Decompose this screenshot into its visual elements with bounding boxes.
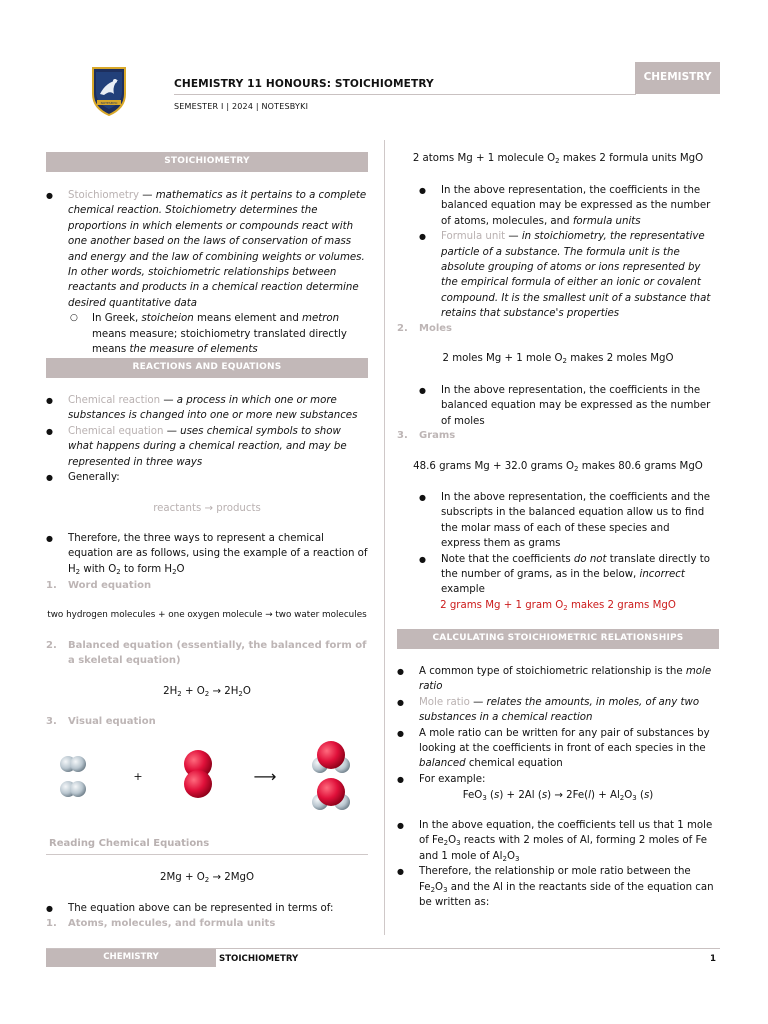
- header-rule: [174, 94, 636, 95]
- list-item: ● Chemical equation — uses chemical symbols to show what happens during a chemical reaction, and may be represented in three ways: [46, 424, 368, 470]
- document-title: CHEMISTRY 11 HONOURS: STOICHIOMETRY: [174, 78, 434, 90]
- sub-list-item: ○ In Greek, stoicheion means element and metron means measure; stoichiometry translated directly means the measure of elements: [70, 311, 368, 357]
- numbered-item-word-equation: 1. Word equation: [46, 580, 152, 591]
- list-item: ● Therefore, the relationship or mole ratio between the $Fe_2O_3$ and the Al in the reactants side of the equation can be written as:: [397, 864, 719, 910]
- atoms-notes: [419, 183, 711, 322]
- list-item: ● In the above equation, the coefficients tell us that 1 mole of $Fe_2O_3$ reacts with 2 moles of Al, forming 2 moles of Fe and 1 mole of $Al_2O_3$: [397, 818, 719, 864]
- iron-oxide-equation: FeO$_3$ (s) + 2Al $(s) \to 2Fe(l) + Al_2O_3$ (s): [462, 790, 654, 802]
- water-molecules: [312, 741, 350, 810]
- numbered-item-visual-equation: 3. Visual equation: [46, 716, 156, 727]
- list-item: ● The equation above can be represented in terms of:: [46, 901, 368, 916]
- list-item: ● Note that the coefficients do not translate directly to the number of grams, as in the below, incorrect example: [419, 552, 711, 598]
- list-item: ● In the above representation, the coefficients in the balanced equation may be expressed as the number of atoms, molecules, and formula units: [419, 183, 711, 229]
- footer-title: STOICHIOMETRY: [219, 954, 299, 964]
- logo-text: NOTESBYKI: [100, 101, 118, 105]
- list-item: ● A common type of stoichiometric relationship is the mole ratio: [397, 664, 719, 695]
- magnesium-equation: $2Mg + O_2 \to 2MgO$: [159, 872, 255, 884]
- list-item: ● Generally:: [46, 470, 368, 485]
- section-heading-calculating: CALCULATING STOICHIOMETRIC RELATIONSHIPS: [397, 629, 719, 649]
- list-item: ● Formula unit — in stoichiometry, the representative particle of a substance. The formula unit is the absolute grouping of atoms or ions represented by the empirical formula of either an ionic or covalent compound. It is the smallest unit of a substance that retains that substance's properties: [419, 229, 711, 321]
- subheading-reading-equations: Reading Chemical Equations: [49, 838, 210, 849]
- visual-equation-image: [46, 732, 368, 818]
- column-divider: [384, 140, 385, 935]
- mole-ratio-explanation: [397, 818, 719, 910]
- list-item: ● A mole ratio can be written for any pair of substances by looking at the coefficients in front of each species in the balanced chemical equation: [397, 726, 719, 772]
- stoichiometry-definition: [46, 188, 368, 357]
- list-item: ● Stoichiometry — mathematics as it pertains to a complete chemical reaction. Stoichiometry determines the proportions in which elements or compounds react with one another based on the laws of conservation of mass and energy and the law of combining weights or volumes. In other words, stoichiometric relationships between reactants and products in a chemical reaction determine desired quantitative data: [46, 188, 368, 311]
- reaction-arrow: ⟶: [253, 767, 277, 786]
- moles-equation: 2 moles Mg + 1 mole $O_2$ makes 2 moles MgO: [442, 353, 674, 365]
- grams-equation: 48.6 grams Mg + 32.0 grams $O_2$ makes 80.6 grams MgO: [413, 461, 703, 473]
- atoms-equation: 2 atoms Mg + 1 molecule $O_2$ makes 2 formula units MgO: [412, 153, 704, 165]
- oxygen-molecule: [184, 750, 212, 798]
- plus-sign: +: [133, 770, 143, 783]
- term-stoichiometry: Stoichiometry: [68, 190, 140, 201]
- balanced-equation: $2H_2 + O_2 \to 2H_2O$: [163, 686, 251, 698]
- numbered-item-grams: 3. Grams: [397, 430, 456, 441]
- list-item: ● In the above representation, the coefficients in the balanced equation may be expressed as the number of moles: [419, 383, 711, 429]
- hydrogen-molecules: [60, 756, 86, 797]
- word-equation: two hydrogen molecules + one oxygen molecule → two water molecules: [47, 610, 367, 620]
- list-item: ● Chemical reaction — a process in which one or more substances is changed into one or more new substances: [46, 393, 368, 424]
- grams-notes: [419, 490, 711, 598]
- subheading-rule: [46, 854, 368, 855]
- list-item: ● Mole ratio — relates the amounts, in moles, of any two substances in a chemical reaction: [397, 695, 719, 726]
- page-number: 1: [710, 954, 716, 964]
- general-form: reactants → products: [153, 503, 261, 514]
- mole-ratio-list: [397, 664, 719, 787]
- numbered-item-balanced-equation: 2. Balanced equation (essentially, the balanced form of a skeletal equation): [46, 640, 367, 667]
- incorrect-example-equation: 2 grams Mg + 1 gram $O_2$ makes 2 grams MgO: [440, 600, 676, 612]
- numbered-item-moles: 2. Moles: [397, 323, 452, 334]
- section-heading-reactions: REACTIONS AND EQUATIONS: [46, 358, 368, 378]
- list-item: ● Therefore, the three ways to represent a chemical equation are as follows, using the example of a reaction of $H_2$ with $O_2$ to form $H_2O$: [46, 531, 368, 577]
- document-subtitle: SEMESTER I | 2024 | NOTESBYKI: [174, 102, 309, 111]
- numbered-item-atoms: 1. Atoms, molecules, and formula units: [46, 918, 276, 929]
- list-item: ● For example:: [397, 772, 719, 787]
- definition-text: mathematics as it pertains to a complete chemical reaction. Stoichiometry determines the proportions in which elements or compounds react with one another based on the laws of conservation of mass and energy and the law of combining weights or volumes. In other words, stoichiometric relationships between reactants and products in a chemical reaction determine desired quantitative data: [68, 190, 367, 309]
- section-heading-stoichiometry: STOICHIOMETRY: [46, 152, 368, 172]
- school-crest-logo: [90, 64, 128, 116]
- reactions-list: [46, 393, 368, 485]
- list-item: ● In the above representation, the coefficients and the subscripts in the balanced equation allow us to find the molar mass of each of these species and express them as grams: [419, 490, 711, 552]
- subject-tag: CHEMISTRY: [635, 62, 720, 94]
- footer-subject-tag: CHEMISTRY: [46, 949, 216, 967]
